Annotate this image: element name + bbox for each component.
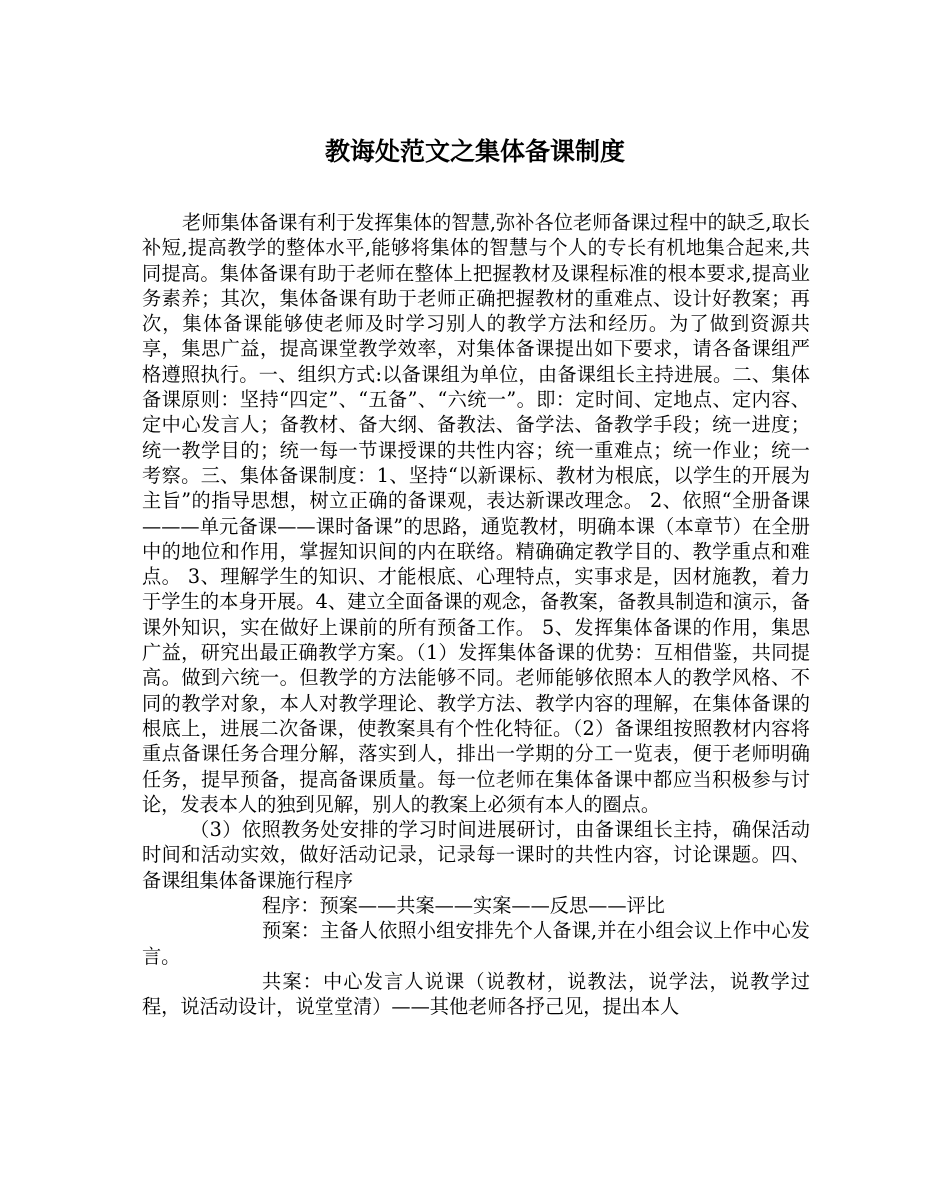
- paragraph-procedure: 程序：预案——共案——实案——反思——评比: [262, 894, 665, 918]
- paragraph-preliminary-plan: 预案：主备人依照小组安排先个人备课,并在小组会议上作中心发言。: [142, 919, 810, 968]
- paragraph-intro: 老师集体备课有利于发挥集体的智慧,弥补各位老师备课过程中的缺乏,取长补短,提高教学的整体水平,能够将集体的智慧与个人的专长有机地集合起来,共同提高。集体备课有助于老师在整体上把握教材及课程标准的根本要求,提高业务素养；其次，集体备课有助于老师正确把握教材的重难点、设计好教案；再次，集体备课能够使老师及时学习别人的教学方法和经历。为了做到资源共享，集思广益，提高课堂教学效率，对集体备课提出如下要求，请各备课组严格遵照执行。一、组织方式:以备课组为单位，由备课组长主持进展。二、集体备课原则：坚持“四定”、“五备”、“六统一”。即：定时间、定地点、定内容、定中心发言人；备教材、备大纲、备教法、备学法、备教学手段；统一进度；统一教学目的；统一每一节课授课的共性内容；统一重难点；统一作业；统一考察。三、集体备课制度：1、坚持“以新课标、教材为根底，以学生的开展为主旨”的指导思想，树立正确的备课观，表达新课改理念。 2、依照“全册备课———单元备课——课时备课”的思路，通览教材，明确本课（本章节）在全册中的地位和作用，掌握知识间的内在联络。精确确定教学目的、教学重点和难点。 3、理解学生的知识、才能根底、心理特点，实事求是，因材施教，着力于学生的本身开展。4、建立全面备课的观念，备教案，备教具制造和演示，备课外知识，实在做好上课前的所有预备工作。 5、发挥集体备课的作用，集思广益，研究出最正确教学方案。（1）发挥集体备课的优势：互相借鉴，共同提高。做到六统一。但教学的方法能够不同。老师能够依照本人的教学风格、不同的教学对象，本人对教学理论、教学方法、教学内容的理解，在集体备课的根底上，进展二次备课，使教案具有个性化特征。（2）备课组按照教材内容将重点备课任务合理分解，落实到人，排出一学期的分工一览表，便于老师明确任务，提早预备，提高备课质量。每一位老师在集体备课中都应当积极参与讨论，发表本人的独到见解，别人的教案上必须有本人的圈点。: [142, 211, 810, 816]
- paragraph-shared-plan: 共案：中心发言人说课（说教材，说教法，说学法，说教学过程，说活动设计，说堂堂清）——其他老师各抒己见，提出本人: [142, 969, 810, 1019]
- paragraph-item-3: （3）依照教务处安排的学习时间进展研讨，由备课组长主持，确保活动时间和活动实效，做好活动记录，记录每一课时的共性内容，讨论课题。四、备课组集体备课施行程序: [142, 818, 810, 892]
- document-title: 教诲处范文之集体备课制度: [324, 137, 625, 166]
- document-body: [142, 210, 810, 1020]
